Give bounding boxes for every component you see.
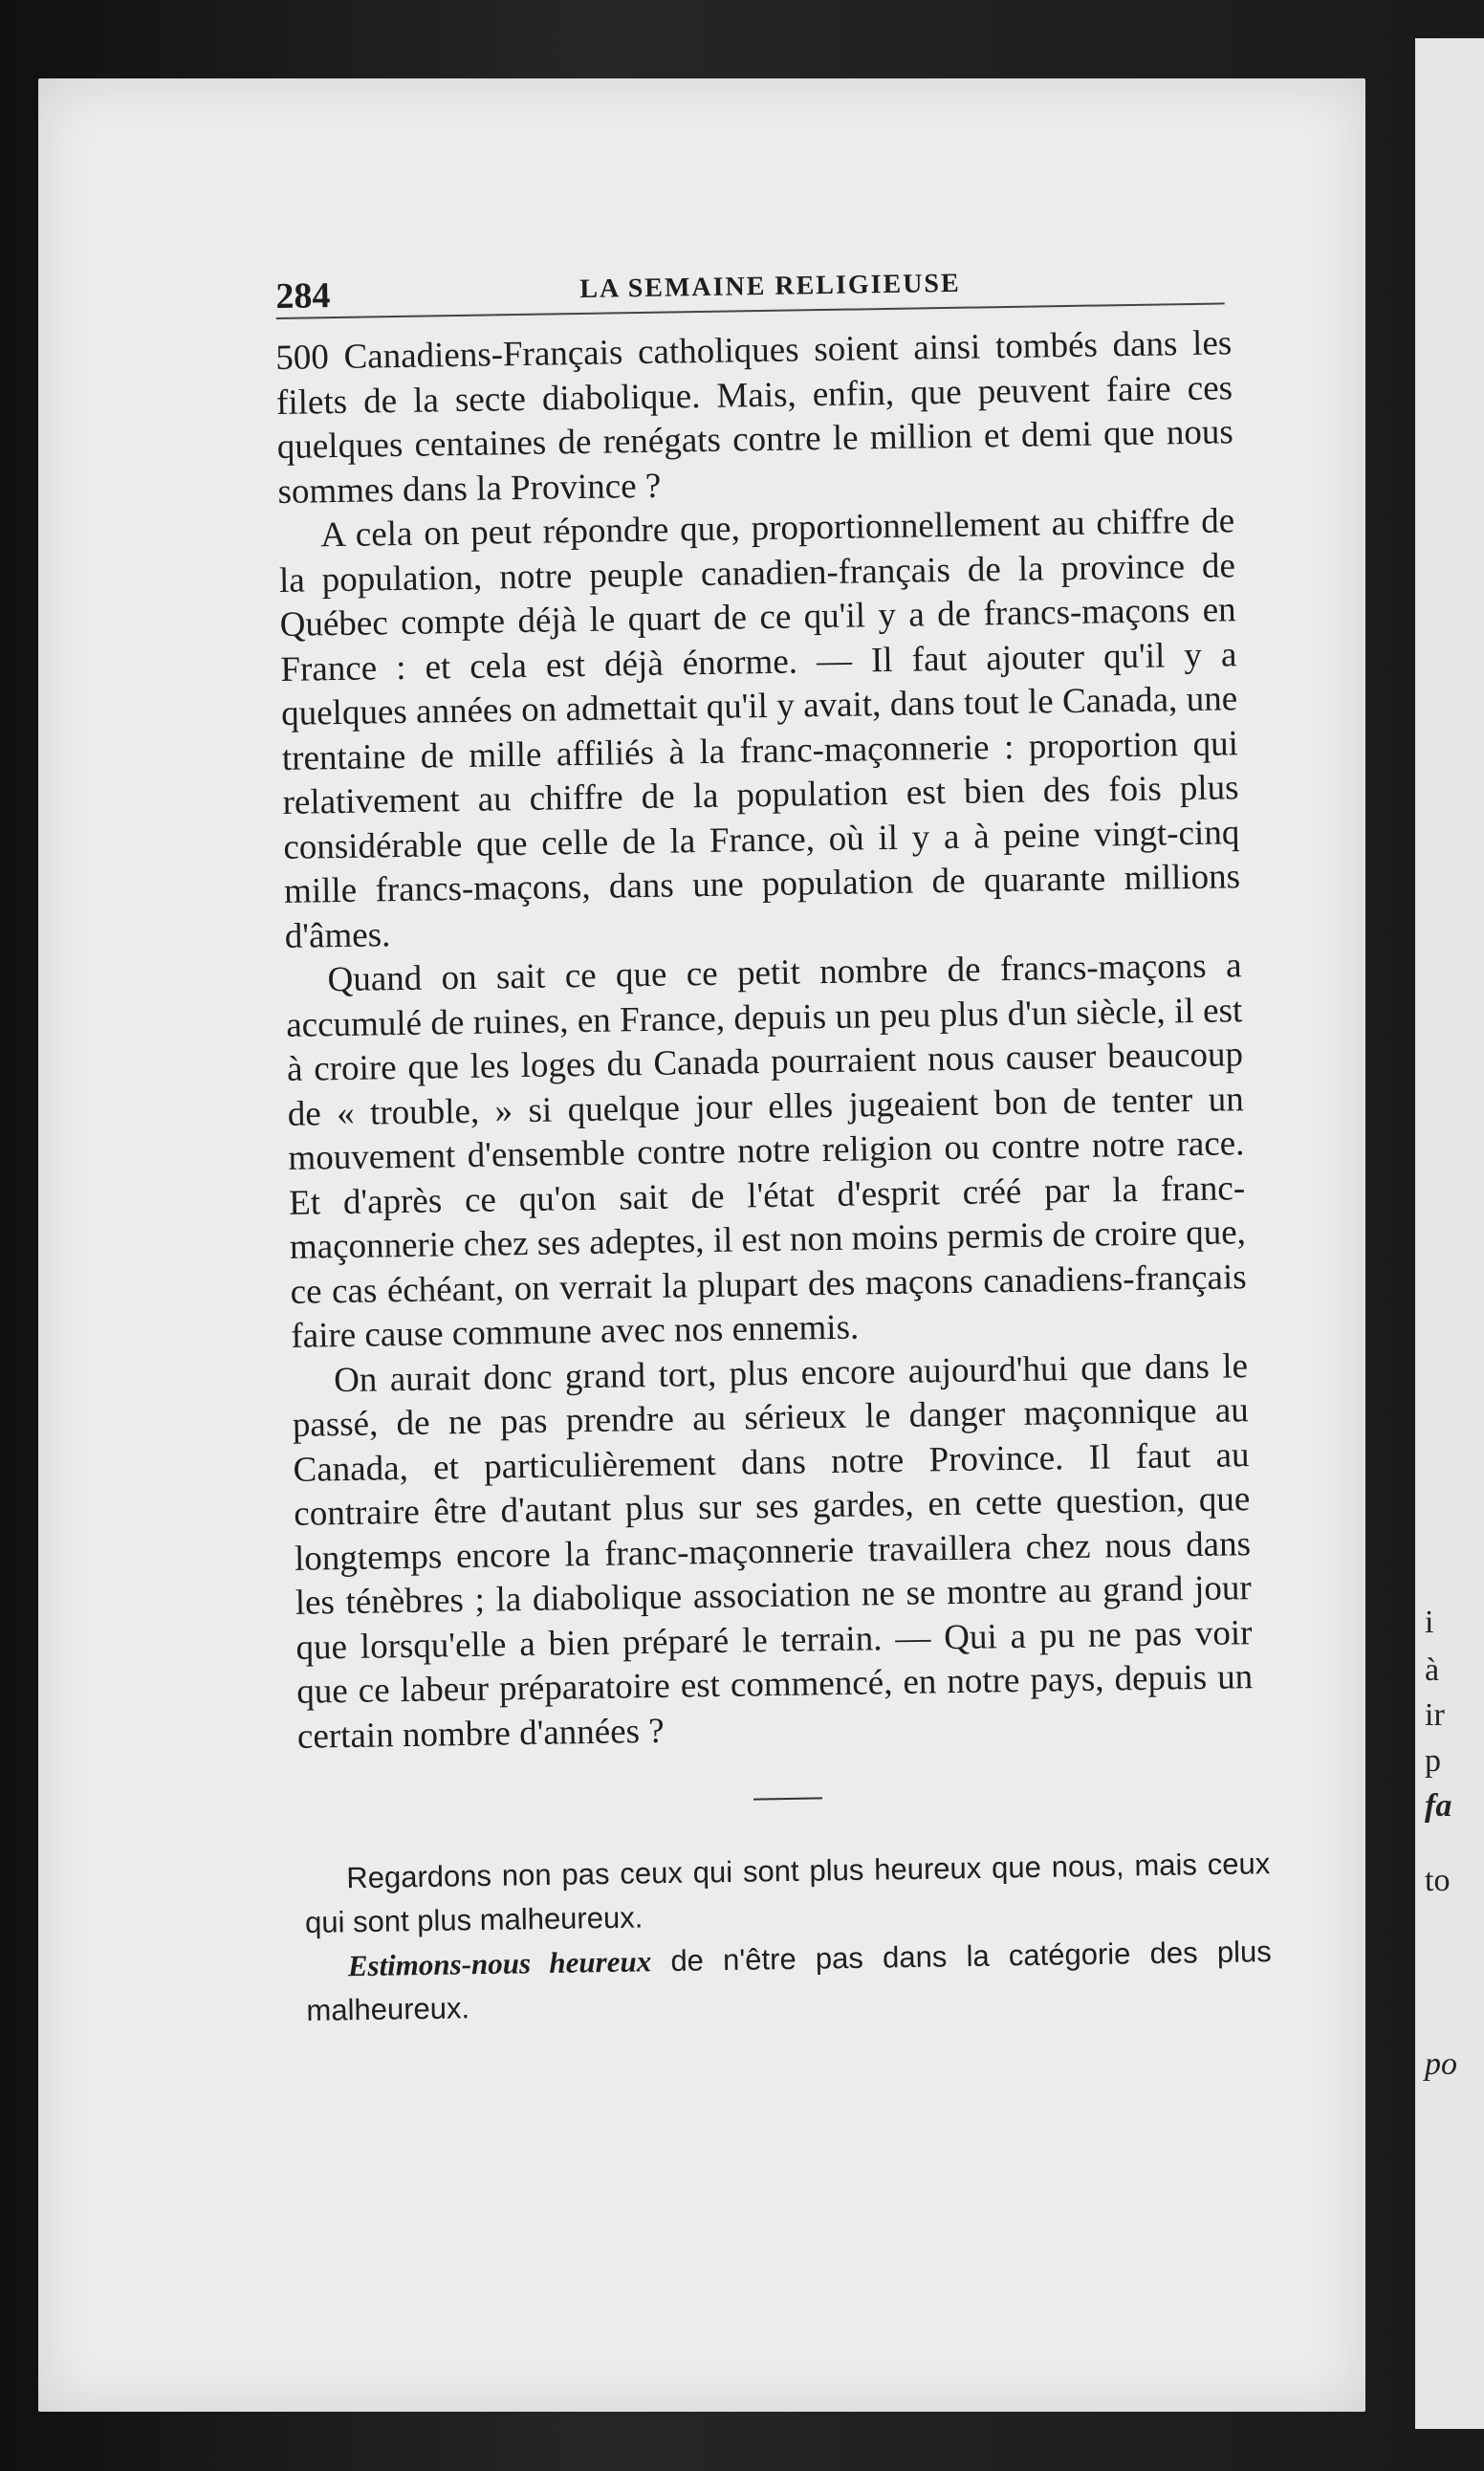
adjacent-page-fragment: po: [1425, 2046, 1457, 2082]
adjacent-page-fragment: i: [1425, 1605, 1434, 1640]
page-number: 284: [275, 275, 331, 317]
main-text: [275, 321, 1254, 1760]
adjacent-page-fragment: p: [1425, 1743, 1441, 1779]
adjacent-page-fragment: fa: [1425, 1788, 1452, 1824]
running-title: LA SEMAINE RELIGIEUSE: [579, 268, 961, 304]
adjacent-page-fragment: to: [1425, 1863, 1451, 1898]
adjacent-page-edge: [1415, 38, 1484, 2429]
paragraph-continued: 500 Canadiens-Français catholiques soient ainsi tombés dans les filets de la secte diabolique. Mais, enfin, que peuvent faire ces quelques centaines de renégats contre le million et demi que nous sommes dans la Province ?: [275, 323, 1234, 512]
maxim-first: Regardons non pas ceux qui sont plus heureux que nous, mais ceux qui sont plus malheureux.: [304, 1847, 1271, 1939]
paragraph: On aurait donc grand tort, plus encore aujourd'hui que dans le passé, de ne pas prendre au sérieux le danger maçonnique au Canada, et particulièrement dans notre Province. Il faut au contraire être d'autant plus sur ses gardes, en cette question, que longtemps encore la franc-maçonnerie travaillera chez nous dans les ténèbres ; la diabolique association ne se montre au grand jour que lorsqu'elle a bien préparé le terrain. — Qui a pu ne pas voir que ce labeur préparatoire est commencé, en notre pays, depuis un certain nombre d'années ?: [292, 1345, 1254, 1757]
maxims-block: [304, 1842, 1273, 2033]
adjacent-page-fragment: à: [1425, 1652, 1440, 1688]
maxim-second-rest: de n'être pas dans la catégorie des plus malheureux.: [306, 1935, 1272, 2027]
paragraph: Quand on sait ce que ce petit nombre de francs-maçons a accumulé de ruines, en France, depuis un peu plus d'un siècle, il est à croire que les loges du Canada pourraient nous causer beaucoup de « trouble, » si quelque jour elles jugeaient bon de tenter un mouvement d'ensemble contre notre religion ou contre notre race. Et d'après ce qu'on sait de l'état d'esprit créé par la franc-maçonnerie chez ses adeptes, il est non moins permis de croire que, ce cas échéant, on verrait la plupart des maçons canadiens-français faire cause commune avec nos ennemis.: [285, 946, 1247, 1356]
adjacent-page-fragment: ir: [1425, 1697, 1445, 1733]
maxim-second: [305, 1930, 1272, 2033]
maxim-emphasis: Estimons-nous heureux: [347, 1944, 652, 1983]
paragraph: A cela on peut répondre que, proportionnellement au chiffre de la population, notre peuple canadien-français de la province de Québec compte déjà le quart de ce qu'il y a de francs-maçons en France : et cela est déjà énorme. — Il faut ajouter qu'il y a quelques années on admettait qu'il y avait, dans tout le Canada, une trentaine de mille affiliés à la franc-maçonnerie : proportion qui relativement au chiffre de la population est bien des fois plus considérable que celle de la France, où il y a à peine vingt-cinq mille francs-maçons, dans une population de quarante millions d'âmes.: [278, 501, 1241, 956]
